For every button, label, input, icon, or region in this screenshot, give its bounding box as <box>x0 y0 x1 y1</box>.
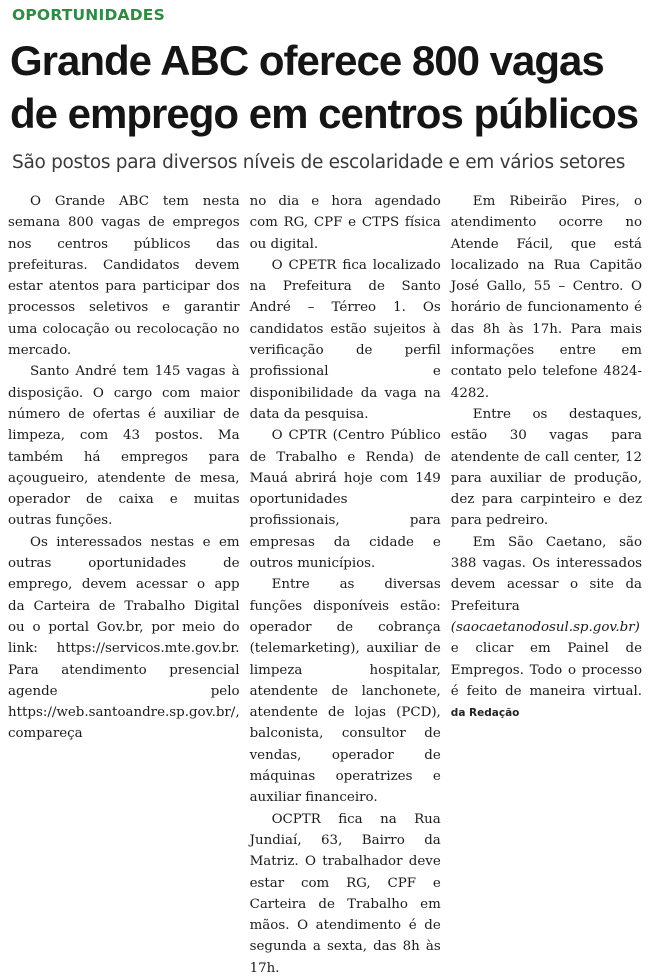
paragraph: Em Ribeirão Pires, o atendimento ocorre no Atende Fácil, que está localizado na Rua Capitão José Gallo, 55 – Centro. O horário de funcionamento é das 8h às 17h. Para mais informações entre em contato pelo telefone 4824-4282. <box>450 194 643 401</box>
paragraph: O Grande ABC tem nesta semana 800 vagas de empregos nos centros públicos das prefeituras. Candidatos devem estar atentos para participar dos processos seletivos e garantir uma colocação ou recolocação no mercado. <box>8 194 240 359</box>
article-column-1 <box>8 191 240 742</box>
paragraph-continued: no dia e hora agendado com RG, CPF e CTPS física ou digital. <box>249 194 441 252</box>
author-credit: da Redação <box>450 707 520 720</box>
paragraph: Os interessados nestas e em outras oportunidades de emprego, devem acessar o app da Carteira de Trabalho Digital ou o portal Gov.br, por meio do link: https://servicos.mte.gov.br. Para atendimento presencial agende pelo https://web.santoandre.sp.gov.br/, compareça <box>8 534 240 742</box>
headline <box>10 34 642 140</box>
paragraph: Entre as diversas funções disponíveis estão: operador de cobrança (telemarketing), auxiliar de limpeza hospitalar, atendente de lanchonete, atendente de lojas (PCD), balconista, consultor de vendas, operador de máquinas operatrizes e auxiliar financeiro. <box>249 577 441 806</box>
article-body <box>8 191 643 976</box>
headline-line-1: Grande ABC oferece 800 vagas <box>10 37 604 84</box>
subheadline: São postos para diversos níveis de escolaridade e em vários setores <box>12 152 626 173</box>
paragraph: OCPTR fica na Rua Jundiaí, 63, Bairro da Matriz. O trabalhador deve estar com RG, CPF e Carteira de Trabalho em mãos. O atendimento é de segunda a sexta, das 8h às 17h. <box>249 811 441 976</box>
section-tag: OPORTUNIDADES <box>12 6 165 24</box>
article-column-3 <box>451 191 642 719</box>
paragraph-text: e clicar em Painel de Empregos. Todo o processo é feito de maneira virtual. <box>450 641 643 699</box>
paragraph: O CPETR fica localizado na Prefeitura de Santo André – Térreo 1. Os candidatos estão sujeitos à verificação de perfil profissional e disponibilidade da vaga na data da pesquisa. <box>249 257 441 422</box>
paragraph-text: Em São Caetano, são 388 vagas. Os interessados devem acessar o site da Prefeitura <box>450 534 643 614</box>
paragraph <box>451 532 642 725</box>
prefecture-site: (saocaetanodosul.sp.gov.br) <box>450 619 640 635</box>
article-column-2 <box>249 191 441 976</box>
paragraph: Santo André tem 145 vagas à disposição. O cargo com maior número de ofertas é auxiliar de limpeza, com 43 postos. Ma também há empregos para açougueiro, atendente de mesa, operador de caixa e muitas outras funções. <box>8 364 240 529</box>
paragraph: Entre os destaques, estão 30 vagas para atendente de call center, 12 para auxiliar de produção, dez para carpinteiro e dez para pedreiro. <box>450 406 643 529</box>
paragraph: O CPTR (Centro Público de Trabalho e Renda) de Mauá abrirá hoje com 149 oportunidades profissionais, para empresas da cidade e outros municípios. <box>249 428 441 572</box>
headline-line-2: de emprego em centros públicos <box>10 90 639 137</box>
